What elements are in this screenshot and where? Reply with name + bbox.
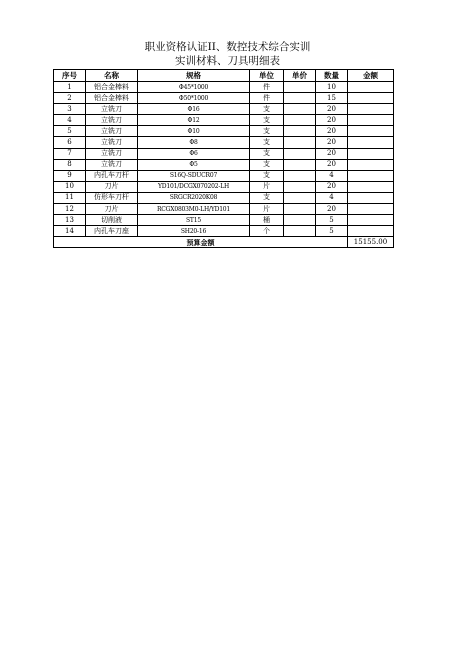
cell-amount xyxy=(348,104,394,115)
cell-unit: 片 xyxy=(250,204,284,215)
cell-price xyxy=(284,148,316,159)
header-spec: 规格 xyxy=(138,70,250,82)
cell-qty: 15 xyxy=(316,93,348,104)
table-row xyxy=(54,204,394,215)
cell-name: 铝合金棒料 xyxy=(86,82,138,93)
cell-index: 4 xyxy=(54,115,86,126)
cell-name: 立铣刀 xyxy=(86,104,138,115)
table-row xyxy=(54,170,394,181)
cell-name: 刀片 xyxy=(86,204,138,215)
cell-unit: 支 xyxy=(250,104,284,115)
cell-spec: Φ10 xyxy=(138,126,250,137)
cell-index: 3 xyxy=(54,104,86,115)
cell-index: 11 xyxy=(54,192,86,203)
cell-name: 立铣刀 xyxy=(86,148,138,159)
total-label: 预算金额 xyxy=(54,237,348,248)
cell-qty: 10 xyxy=(316,82,348,93)
cell-spec: SH20-16 xyxy=(138,226,250,237)
cell-qty: 20 xyxy=(316,159,348,170)
cell-qty: 20 xyxy=(316,115,348,126)
cell-spec: Φ5 xyxy=(138,159,250,170)
cell-unit: 个 xyxy=(250,226,284,237)
cell-name: 内孔车刀座 xyxy=(86,226,138,237)
cell-price xyxy=(284,104,316,115)
cell-spec: Φ12 xyxy=(138,115,250,126)
document-title: 职业资格认证II、数控技术综合实训 xyxy=(144,41,311,53)
table-row xyxy=(54,181,394,192)
cell-index: 12 xyxy=(54,204,86,215)
cell-price xyxy=(284,82,316,93)
table-row xyxy=(54,137,394,148)
header-amount: 金额 xyxy=(348,70,394,82)
cell-name: 内孔车刀杆 xyxy=(86,170,138,181)
cell-amount xyxy=(348,181,394,192)
cell-price xyxy=(284,192,316,203)
cell-index: 13 xyxy=(54,215,86,226)
cell-qty: 4 xyxy=(316,170,348,181)
cell-name: 仿形车刀杆 xyxy=(86,192,138,203)
cell-spec: Φ16 xyxy=(138,104,250,115)
table-row xyxy=(54,104,394,115)
table-row xyxy=(54,159,394,170)
cell-price xyxy=(284,137,316,148)
cell-price xyxy=(284,226,316,237)
total-row xyxy=(54,237,394,248)
table-row xyxy=(54,126,394,137)
cell-unit: 支 xyxy=(250,192,284,203)
cell-name: 切削液 xyxy=(86,215,138,226)
cell-name: 立铣刀 xyxy=(86,159,138,170)
cell-amount xyxy=(348,204,394,215)
cell-spec: S16Q-SDUCR07 xyxy=(138,170,250,181)
cell-amount xyxy=(348,170,394,181)
cell-name: 立铣刀 xyxy=(86,126,138,137)
header-index: 序号 xyxy=(54,70,86,82)
table-row xyxy=(54,226,394,237)
cell-unit: 支 xyxy=(250,115,284,126)
cell-unit: 件 xyxy=(250,82,284,93)
cell-price xyxy=(284,204,316,215)
cell-unit: 片 xyxy=(250,181,284,192)
cell-spec: Φ45*1000 xyxy=(138,82,250,93)
cell-unit: 支 xyxy=(250,137,284,148)
cell-amount xyxy=(348,115,394,126)
cell-unit: 支 xyxy=(250,170,284,181)
cell-spec: Φ8 xyxy=(138,137,250,148)
cell-price xyxy=(284,170,316,181)
cell-index: 10 xyxy=(54,181,86,192)
cell-unit: 支 xyxy=(250,159,284,170)
cell-index: 6 xyxy=(54,137,86,148)
cell-amount xyxy=(348,192,394,203)
cell-spec: SRGCR2020K08 xyxy=(138,192,250,203)
cell-index: 2 xyxy=(54,93,86,104)
table-row xyxy=(54,82,394,93)
cell-qty: 20 xyxy=(316,126,348,137)
cell-name: 铝合金棒料 xyxy=(86,93,138,104)
cell-index: 9 xyxy=(54,170,86,181)
header-name: 名称 xyxy=(86,70,138,82)
materials-table xyxy=(53,69,394,248)
cell-unit: 件 xyxy=(250,93,284,104)
table-row xyxy=(54,115,394,126)
header-qty: 数量 xyxy=(316,70,348,82)
cell-qty: 20 xyxy=(316,104,348,115)
cell-qty: 5 xyxy=(316,226,348,237)
cell-name: 刀片 xyxy=(86,181,138,192)
table-body xyxy=(54,82,394,237)
cell-price xyxy=(284,126,316,137)
cell-unit: 支 xyxy=(250,148,284,159)
cell-qty: 5 xyxy=(316,215,348,226)
cell-index: 7 xyxy=(54,148,86,159)
cell-amount xyxy=(348,93,394,104)
cell-qty: 20 xyxy=(316,148,348,159)
cell-unit: 桶 xyxy=(250,215,284,226)
cell-amount xyxy=(348,226,394,237)
cell-spec: ST15 xyxy=(138,215,250,226)
header-unit: 单位 xyxy=(250,70,284,82)
cell-qty: 20 xyxy=(316,137,348,148)
cell-qty: 4 xyxy=(316,192,348,203)
cell-amount xyxy=(348,148,394,159)
cell-spec: YD101/DCGX070202-LH xyxy=(138,181,250,192)
cell-amount xyxy=(348,126,394,137)
header-price: 单价 xyxy=(284,70,316,82)
cell-amount xyxy=(348,159,394,170)
cell-index: 5 xyxy=(54,126,86,137)
cell-spec: RCGX0803M0-LH/YD101 xyxy=(138,204,250,215)
table-row xyxy=(54,215,394,226)
table-header-row xyxy=(54,70,394,82)
cell-price xyxy=(284,93,316,104)
cell-name: 立铣刀 xyxy=(86,115,138,126)
cell-amount xyxy=(348,215,394,226)
cell-amount xyxy=(348,82,394,93)
total-value: 15155.00 xyxy=(348,237,394,248)
cell-amount xyxy=(348,137,394,148)
document-subtitle: 实训材料、刀具明细表 xyxy=(175,55,280,67)
cell-price xyxy=(284,115,316,126)
cell-price xyxy=(284,181,316,192)
cell-spec: Φ6 xyxy=(138,148,250,159)
cell-unit: 支 xyxy=(250,126,284,137)
cell-index: 14 xyxy=(54,226,86,237)
cell-price xyxy=(284,159,316,170)
table-row xyxy=(54,192,394,203)
cell-qty: 20 xyxy=(316,204,348,215)
table-row xyxy=(54,93,394,104)
cell-index: 1 xyxy=(54,82,86,93)
cell-qty: 20 xyxy=(316,181,348,192)
cell-name: 立铣刀 xyxy=(86,137,138,148)
cell-index: 8 xyxy=(54,159,86,170)
cell-spec: Φ50*1000 xyxy=(138,93,250,104)
cell-price xyxy=(284,215,316,226)
table-row xyxy=(54,148,394,159)
